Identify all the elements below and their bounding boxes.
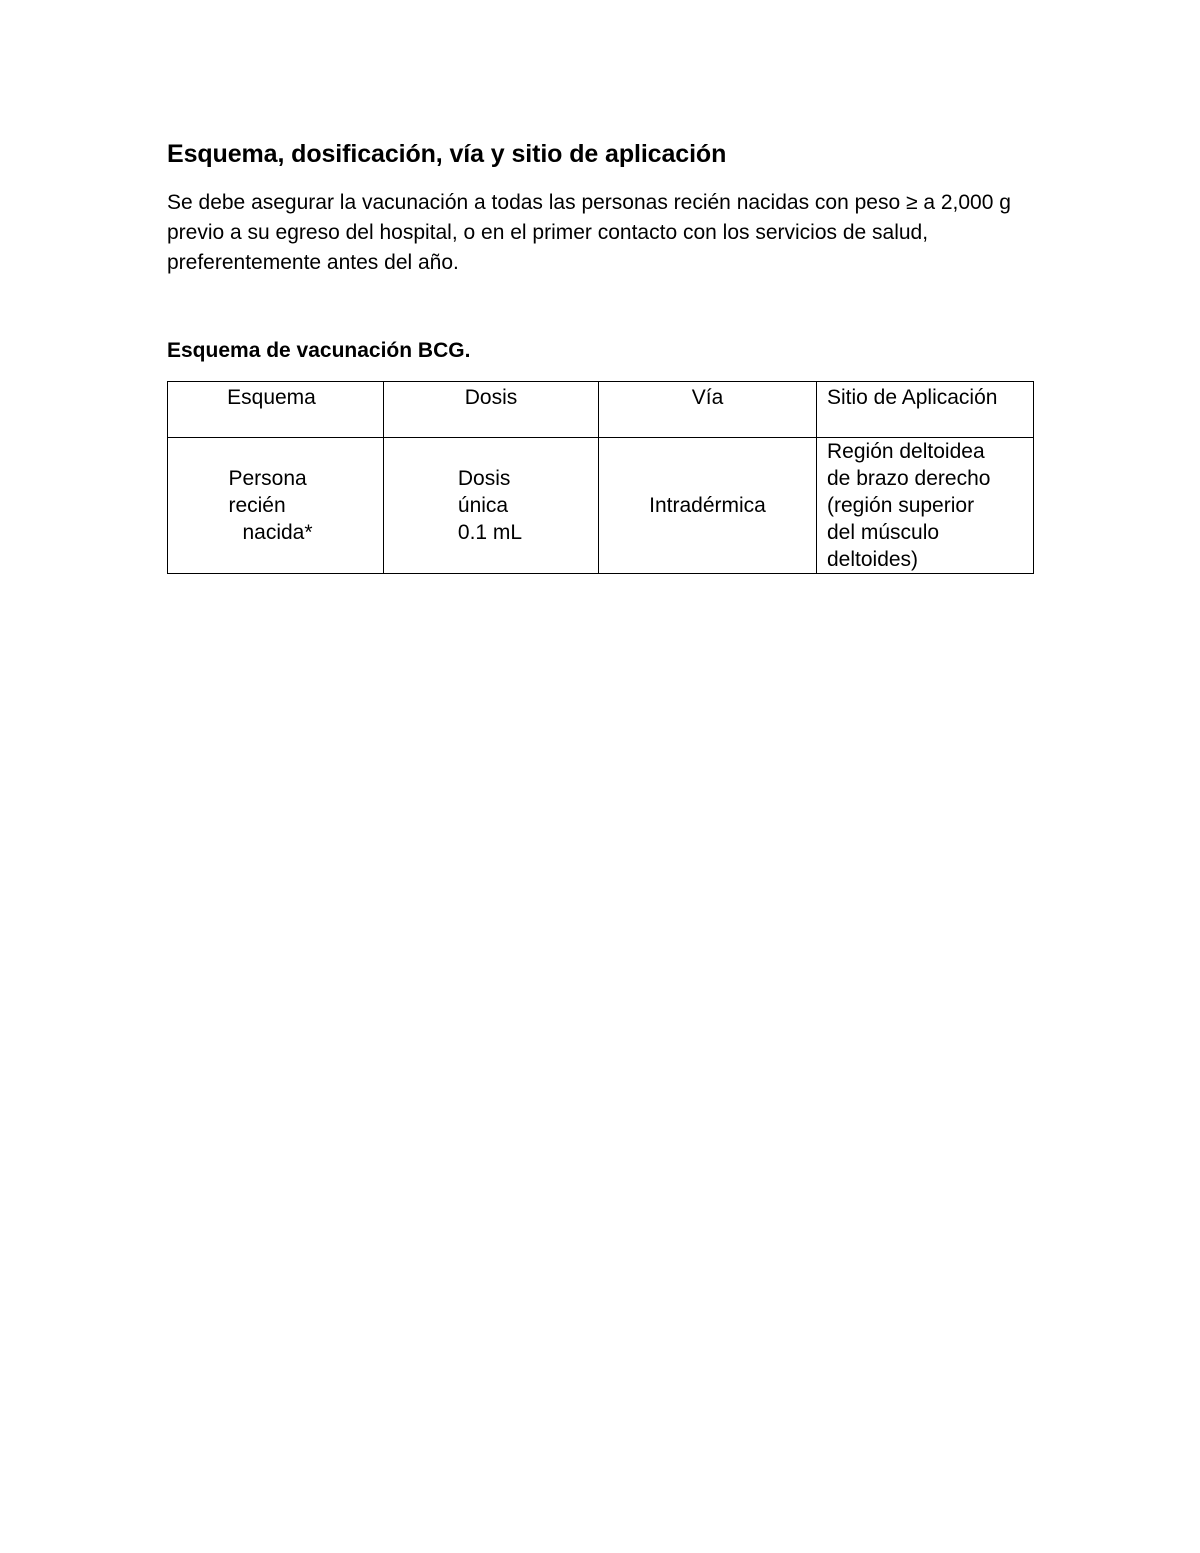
sitio-line: de brazo derecho	[827, 467, 991, 490]
header-via	[599, 382, 817, 438]
dosis-line: Dosis	[457, 467, 511, 490]
header-dosis	[384, 382, 599, 438]
esquema-line: Persona	[228, 467, 307, 490]
vaccination-table	[167, 381, 1034, 574]
table-title: Esquema de vacunación BCG.	[167, 339, 471, 362]
esquema-line: recién	[228, 494, 286, 517]
header-via-label: Vía	[691, 386, 724, 409]
header-sitio	[817, 382, 1034, 438]
cell-sitio	[817, 438, 1034, 574]
header-sitio-label: Sitio de Aplicación	[827, 386, 998, 409]
intro-paragraph: Se debe asegurar la vacunación a todas las personas recién nacidas con peso ≥ a 2,000 g previo a su egreso del hospital, o en el primer contacto con los servicios de salud, preferentemente antes del año.	[167, 191, 1011, 274]
cell-via	[599, 438, 817, 574]
sitio-text	[817, 438, 1033, 573]
sitio-line: deltoides)	[827, 548, 919, 571]
table-header-row	[168, 382, 1034, 438]
sitio-line: (región superior	[827, 494, 975, 517]
document-page	[167, 136, 1033, 571]
table-row	[168, 438, 1034, 574]
cell-esquema	[168, 438, 384, 574]
header-esquema-label: Esquema	[227, 386, 316, 409]
sitio-line: del músculo	[827, 521, 940, 544]
section-heading: Esquema, dosificación, vía y sitio de aplicación	[167, 140, 727, 168]
cell-dosis	[384, 438, 599, 574]
sitio-line: Región deltoidea	[827, 440, 985, 463]
dosis-line: 0.1 mL	[457, 521, 523, 544]
dosis-line: única	[457, 494, 509, 517]
esquema-text	[228, 465, 312, 546]
header-dosis-label: Dosis	[464, 386, 518, 409]
via-text: Intradérmica	[649, 494, 766, 517]
header-esquema	[168, 382, 384, 438]
dosis-text	[458, 465, 522, 546]
esquema-line: nacida*	[242, 521, 313, 544]
